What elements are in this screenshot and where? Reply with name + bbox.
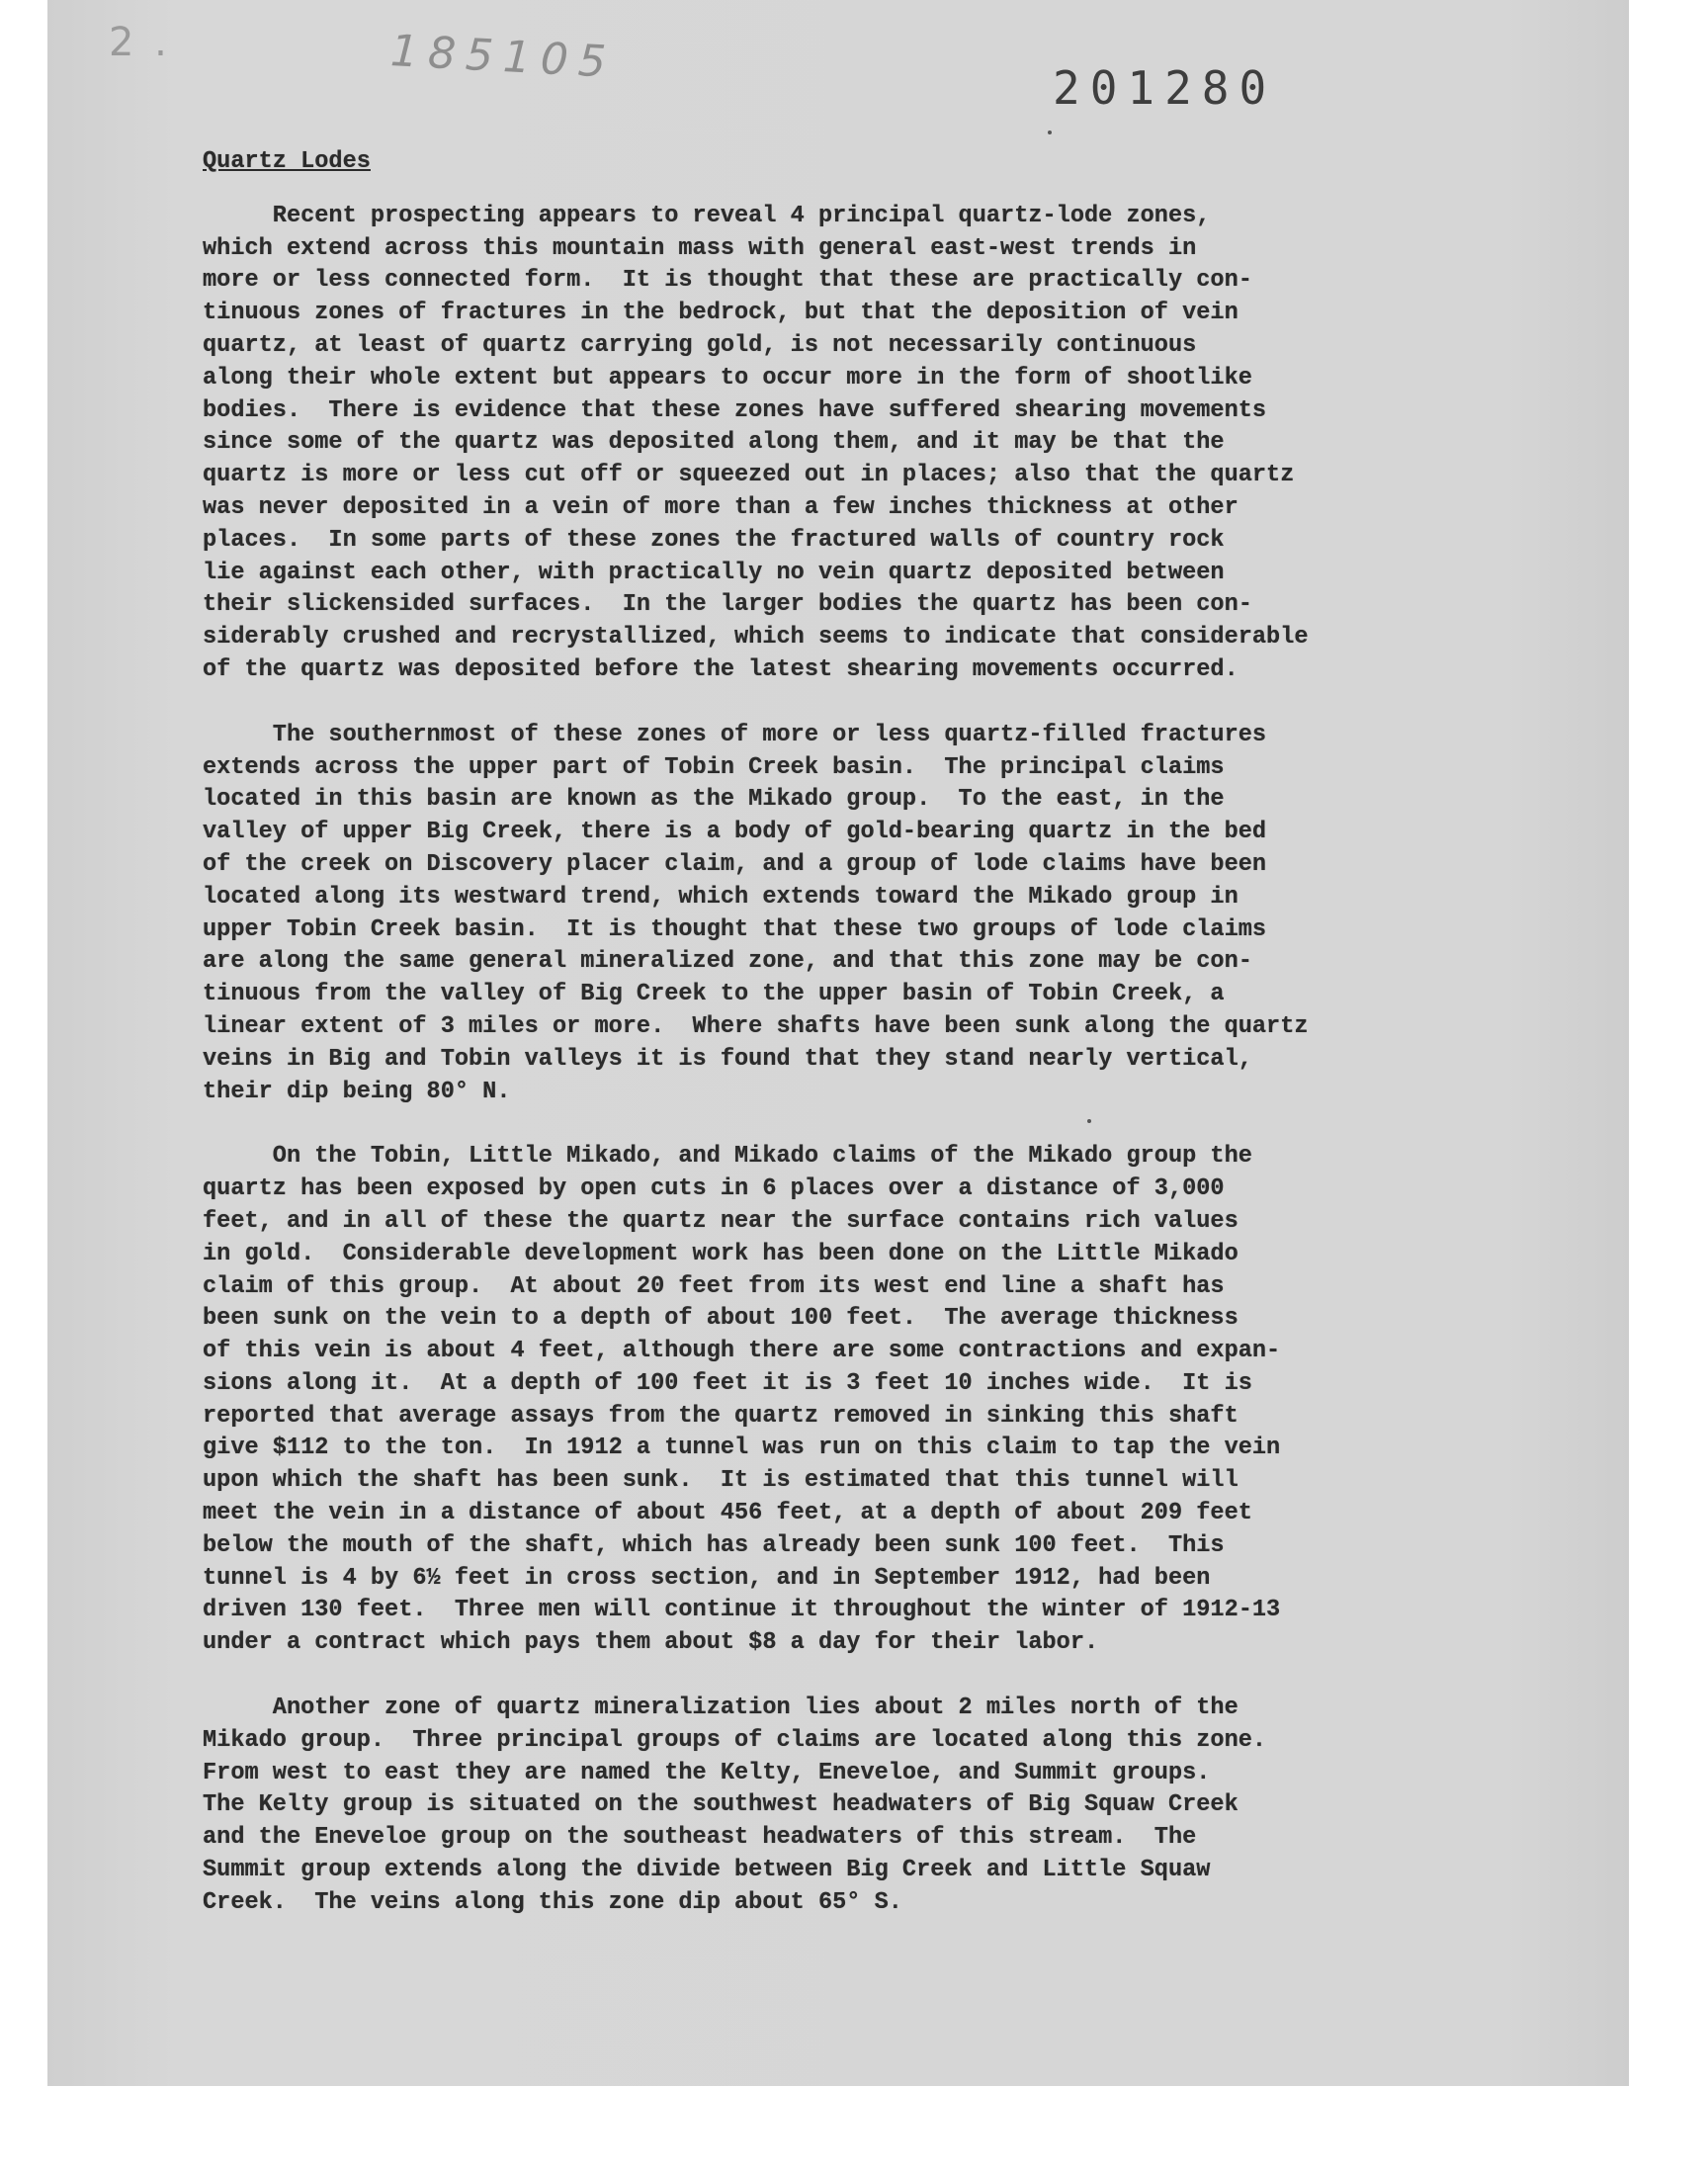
text-line: more or less connected form. It is thought that these are practically con- <box>203 267 1252 295</box>
text-line: veins in Big and Tobin valleys it is found that they stand nearly vertical, <box>203 1045 1252 1073</box>
text-line: upon which the shaft has been sunk. It is estimated that this tunnel will <box>203 1467 1238 1495</box>
paragraph-1 <box>203 201 1527 687</box>
paragraph-4 <box>203 1693 1527 1920</box>
text-line: their slickensided surfaces. In the larger bodies the quartz has been con- <box>203 591 1252 619</box>
text-line: give $112 to the ton. In 1912 a tunnel was run on this claim to tap the vein <box>203 1435 1281 1462</box>
text-line: extends across the upper part of Tobin Creek basin. The principal claims <box>203 753 1225 781</box>
text-line: sions along it. At a depth of 100 feet it is 3 feet 10 inches wide. It is <box>203 1369 1252 1397</box>
text-line: quartz is more or less cut off or squeezed out in places; also that the quartz <box>203 462 1295 489</box>
speck <box>1048 130 1052 134</box>
text-line: reported that average assays from the quartz removed in sinking this shaft <box>203 1402 1238 1430</box>
text-line: Recent prospecting appears to reveal 4 principal quartz-lode zones, <box>203 202 1211 229</box>
stamp-number: 201280 <box>1053 61 1277 115</box>
corner-marks: 2 . <box>109 20 171 65</box>
text-line: From west to east they are named the Kelty, Eneveloe, and Summit groups. <box>203 1759 1211 1786</box>
paragraph-2 <box>203 720 1527 1109</box>
text-line: The Kelty group is situated on the southwest headwaters of Big Squaw Creek <box>203 1791 1238 1819</box>
text-line: claim of this group. At about 20 feet from its west end line a shaft has <box>203 1272 1225 1300</box>
text-line: quartz, at least of quartz carrying gold, is not necessarily continuous <box>203 331 1197 359</box>
text-line: which extend across this mountain mass with general east-west trends in <box>203 234 1197 262</box>
text-line: Another zone of quartz mineralization lies about 2 miles north of the <box>203 1695 1238 1722</box>
text-line: Mikado group. Three principal groups of claims are located along this zone. <box>203 1726 1267 1754</box>
text-line: siderably crushed and recrystallized, which seems to indicate that considerable <box>203 624 1309 652</box>
section-heading: Quartz Lodes <box>203 148 371 175</box>
text-line: was never deposited in a vein of more than a few inches thickness at other <box>203 493 1238 521</box>
text-line: meet the vein in a distance of about 456 feet, at a depth of about 209 feet <box>203 1500 1252 1527</box>
text-line: upper Tobin Creek basin. It is thought that these two groups of lode claims <box>203 915 1267 943</box>
text-line: and the Eneveloe group on the southeast headwaters of this stream. The <box>203 1824 1197 1852</box>
text-line: tinuous from the valley of Big Creek to the upper basin of Tobin Creek, a <box>203 981 1225 1008</box>
text-line: Summit group extends along the divide between Big Creek and Little Squaw <box>203 1857 1211 1884</box>
text-line: been sunk on the vein to a depth of about 100 feet. The average thickness <box>203 1305 1238 1333</box>
text-line: quartz has been exposed by open cuts in 6 places over a distance of 3,000 <box>203 1175 1225 1203</box>
text-line: of the creek on Discovery placer claim, and a group of lode claims have been <box>203 850 1267 878</box>
text-line: The southernmost of these zones of more or less quartz-filled fractures <box>203 721 1267 748</box>
text-line: under a contract which pays them about $8 a day for their labor. <box>203 1629 1099 1657</box>
text-line: feet, and in all of these the quartz near the surface contains rich values <box>203 1207 1238 1235</box>
text-line: are along the same general mineralized zone, and that this zone may be con- <box>203 948 1252 976</box>
text-line: below the mouth of the shaft, which has already been sunk 100 feet. This <box>203 1531 1225 1559</box>
text-line: valley of upper Big Creek, there is a body of gold-bearing quartz in the bed <box>203 819 1267 846</box>
text-line: of this vein is about 4 feet, although there are some contractions and expan- <box>203 1338 1281 1365</box>
text-line: Creek. The veins along this zone dip about 65° S. <box>203 1888 902 1916</box>
text-line: linear extent of 3 miles or more. Where shafts have been sunk along the quartz <box>203 1012 1309 1040</box>
text-line: of the quartz was deposited before the latest shearing movements occurred. <box>203 655 1238 683</box>
text-line: in gold. Considerable development work has been done on the Little Mikado <box>203 1240 1238 1267</box>
text-line: tinuous zones of fractures in the bedrock, but that the deposition of vein <box>203 300 1238 327</box>
text-line: places. In some parts of these zones the fractured walls of country rock <box>203 526 1225 554</box>
text-line: their dip being 80° N. <box>203 1078 511 1105</box>
text-line: located along its westward trend, which extends toward the Mikado group in <box>203 883 1238 911</box>
paragraph-3 <box>203 1141 1527 1660</box>
text-line: bodies. There is evidence that these zones have suffered shearing movements <box>203 396 1267 424</box>
text-line: located in this basin are known as the Mikado group. To the east, in the <box>203 786 1225 814</box>
document-body <box>203 146 1527 1953</box>
text-line: along their whole extent but appears to occur more in the form of shootlike <box>203 364 1252 392</box>
text-line: tunnel is 4 by 6½ feet in cross section, and in September 1912, had been <box>203 1564 1211 1592</box>
text-line: since some of the quartz was deposited along them, and it may be that the <box>203 429 1225 457</box>
text-line: On the Tobin, Little Mikado, and Mikado claims of the Mikado group the <box>203 1143 1252 1171</box>
text-line: lie against each other, with practically no vein quartz deposited between <box>203 559 1225 586</box>
text-line: driven 130 feet. Three men will continue it throughout the winter of 1912-13 <box>203 1597 1281 1624</box>
handwritten-number: 185105 <box>388 26 618 88</box>
